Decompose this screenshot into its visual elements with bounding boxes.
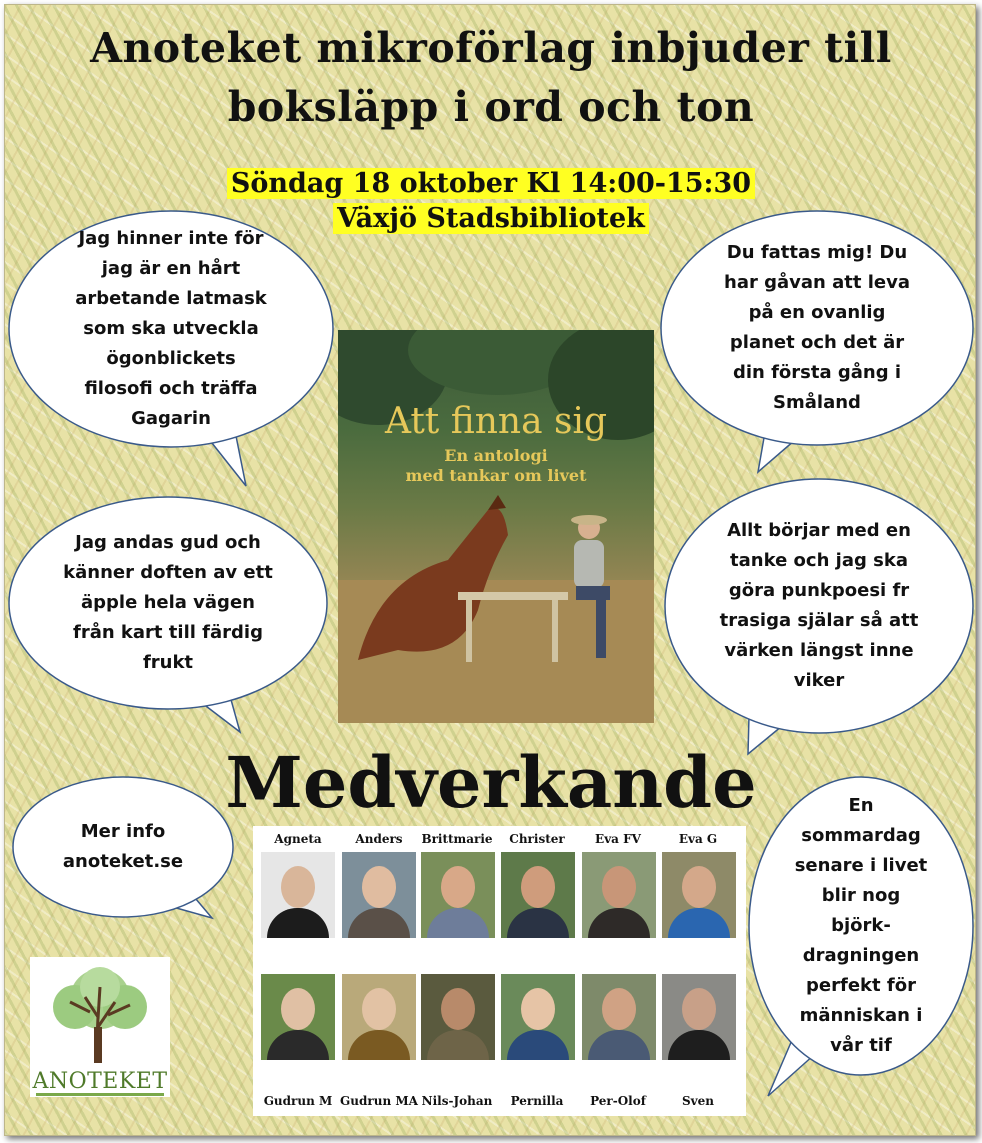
logo-label: ANOTEKET: [32, 1069, 168, 1094]
contributor-photo: [662, 852, 736, 938]
book-subtitle-line-1: En antologi: [444, 446, 548, 465]
contributor-photo: [582, 852, 656, 938]
speech-bubble-text: Jag andas gud och känner doften av ett äpple hela vägen från kart till färdig frukt: [63, 532, 273, 673]
contributor-name: Eva FV: [595, 832, 641, 846]
info-text: Mer info anoteket.se: [62, 821, 184, 872]
contributor-name: Nils-Johan: [421, 1094, 493, 1108]
contributor-photo: [501, 852, 575, 938]
contributor-name: Gudrun MA: [340, 1094, 418, 1108]
poster-title-line-2: boksläpp i ord och ton: [227, 83, 755, 131]
contributor-name: Agneta: [274, 832, 322, 846]
contributor-photo: [421, 852, 495, 938]
speech-bubble-top-right: [660, 210, 974, 446]
speech-bubble-mid-right: [664, 478, 974, 734]
book-cover-image: [338, 330, 654, 723]
book-subtitle-line-2: med tankar om livet: [405, 466, 587, 485]
contributors-heading: Medverkande: [225, 741, 757, 824]
contributor-name: Sven: [682, 1094, 714, 1108]
contributor-photo: [421, 974, 495, 1060]
poster-title-line-1: Anoteket mikroförlag inbjuder till: [90, 24, 892, 72]
cover-illustration: [338, 330, 654, 723]
contributor-name: Per-Olof: [590, 1094, 646, 1108]
event-venue: Växjö Stadsbibliotek: [290, 202, 692, 236]
event-datetime: Söndag 18 oktober Kl 14:00-15:30: [190, 167, 792, 201]
contributor-photo: [342, 852, 416, 938]
contributor-name: Gudrun M: [263, 1094, 333, 1108]
speech-bubble-text: Du fattas mig! Du har gåvan att leva på en ovanlig planet och det är din första gång i Småland: [724, 242, 910, 413]
book-title: Att finna sig: [384, 401, 608, 442]
contributor-photo: [342, 974, 416, 1060]
anoteket-logo: [30, 957, 170, 1097]
speech-bubble-text: Allt börjar med en tanke och jag ska göra punkpoesi fr trasiga själar så att värken längst inne viker: [719, 520, 919, 691]
contributor-name: Eva G: [678, 832, 718, 846]
speech-bubble-mid-left: [8, 496, 328, 710]
contributor-name: Christer: [509, 832, 565, 846]
speech-bubble-top-left: [8, 210, 334, 448]
speech-bubble-text: En sommardag senare i livet blir nog björk-dragningen perfekt för människan i vår tif: [794, 795, 928, 1056]
speech-bubble-bottom-right: [748, 776, 974, 1076]
contributor-name: Brittmarie: [421, 832, 493, 846]
contributors-photo-grid: [253, 826, 746, 1116]
contributor-name: Anders: [355, 832, 403, 846]
contributor-photo: [662, 974, 736, 1060]
contributor-photo: [582, 974, 656, 1060]
speech-bubble-text: Jag hinner inte för jag är en hårt arbetande latmask som ska utveckla ögonblickets filosofi och träffa Gagarin: [75, 228, 267, 429]
contributor-photo: [501, 974, 575, 1060]
contributor-name: Pernilla: [510, 1094, 564, 1108]
contributor-photo: [261, 974, 335, 1060]
contributor-photo: [261, 852, 335, 938]
